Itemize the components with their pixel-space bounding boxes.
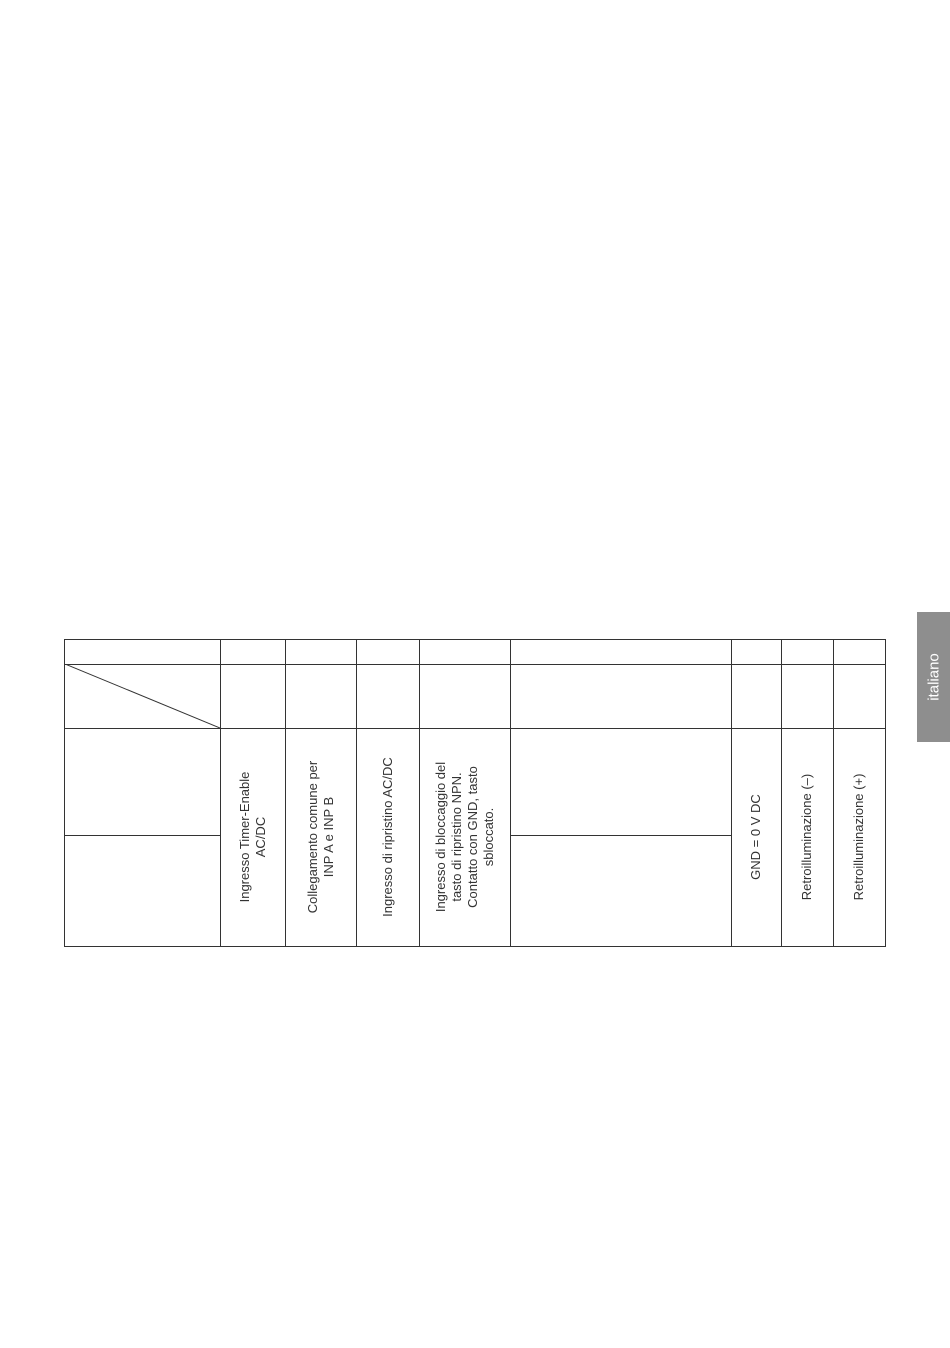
column-description-5: [580, 729, 660, 945]
corner-diagonal: [65, 664, 220, 728]
column-description-3: Ingresso di ripristino AC/DC: [380, 757, 395, 917]
column-description-8: Retroilluminazione (+): [851, 773, 866, 901]
column-description-4: Ingresso di bloccaggio del tasto di ripristino NPN. Contatto con GND, tasto sbloccato.: [433, 761, 496, 913]
language-tab-label: italiano: [925, 653, 942, 701]
language-tab[interactable]: [917, 612, 950, 742]
column-description-1: Ingresso Timer-Enable AC/DC: [237, 771, 268, 903]
row-divider-left: [65, 835, 220, 836]
column-description-2: Collegamento comune per INP A e INP B: [305, 760, 336, 914]
pin-assignment-table: [64, 639, 886, 947]
column-description-6: GND = 0 V DC: [748, 794, 763, 880]
column-description-7: Retroilluminazione (–): [799, 773, 814, 901]
column-divider: [510, 640, 511, 946]
